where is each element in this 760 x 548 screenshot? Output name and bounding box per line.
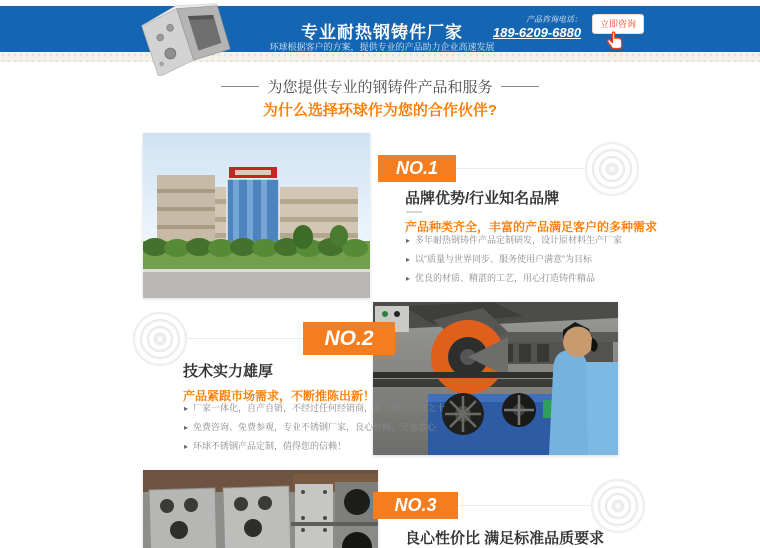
factory-photo: [143, 133, 370, 298]
heading-dash-left: [221, 86, 259, 87]
section1-highlight: 产品种类齐全，丰富的产品满足客户的多种需求: [405, 220, 658, 234]
section2-connector-line: [186, 338, 306, 339]
site-title: 专业耐热钢铸件厂家: [301, 23, 463, 42]
section3-title: 良心性价比 满足标准品质要求: [405, 530, 605, 547]
site-subtitle: 环球根据客户的方案，提供专业的产品助力企业高速发展: [269, 42, 495, 52]
phone-label: 产品咨询电话：: [526, 15, 582, 24]
section2-badge: NO.2: [303, 322, 395, 355]
header-texture-strip: [0, 52, 760, 62]
section1-title: 品牌优势/行业知名品牌: [405, 190, 560, 207]
section3-badge: NO.3: [373, 492, 458, 519]
gear-watermark-icon: [590, 478, 646, 534]
castings-photo: [143, 470, 378, 548]
section1-bullet-list: [406, 231, 622, 288]
phone-number[interactable]: 189-6209-6880: [492, 25, 582, 40]
steel-bracket-photo: [126, 0, 240, 76]
bullet-item: ▸ 免费咨询、免费参观，专业不锈钢厂家，良心价格，交易放心: [184, 418, 445, 437]
section2-title: 技术实力雄厚: [183, 363, 274, 380]
intro-subheading: 为什么选择环球作为您的合作伙伴?: [262, 102, 498, 119]
consult-now-button[interactable]: 立即咨询: [592, 14, 644, 34]
bullet-item: ▸ 厂家一体化，自产自销，不经过任何经销商，低于同行百分之十: [184, 399, 445, 418]
bullet-item: ▸ 优良的材质、精湛的工艺，用心打造铸件精品: [406, 269, 622, 288]
section3-connector-line: [458, 505, 590, 506]
gear-watermark-icon: [132, 311, 188, 367]
bullet-item: ▸ 多年耐热钢铸件产品定制研发，设计原材料生产厂家: [406, 231, 622, 250]
intro-heading-text: 为您提供专业的钢铸件产品和服务: [267, 79, 493, 96]
section1-connector-line: [455, 168, 587, 169]
bullet-item: ▸ 环球不锈钢产品定制，值得您的信赖！: [184, 437, 445, 456]
click-hand-icon: [603, 30, 627, 54]
section2-bullet-list: [184, 399, 445, 456]
section1-divider: [406, 211, 422, 213]
intro-heading: [0, 76, 760, 97]
gear-watermark-icon: [584, 141, 640, 197]
bullet-item: ▸ 以“质量与世界同步、服务使用户满意”为目标: [406, 250, 622, 269]
section1-badge: NO.1: [378, 155, 456, 182]
heading-dash-right: [501, 86, 539, 87]
section2-highlight: 产品紧跟市场需求，不断推陈出新！: [183, 389, 376, 403]
